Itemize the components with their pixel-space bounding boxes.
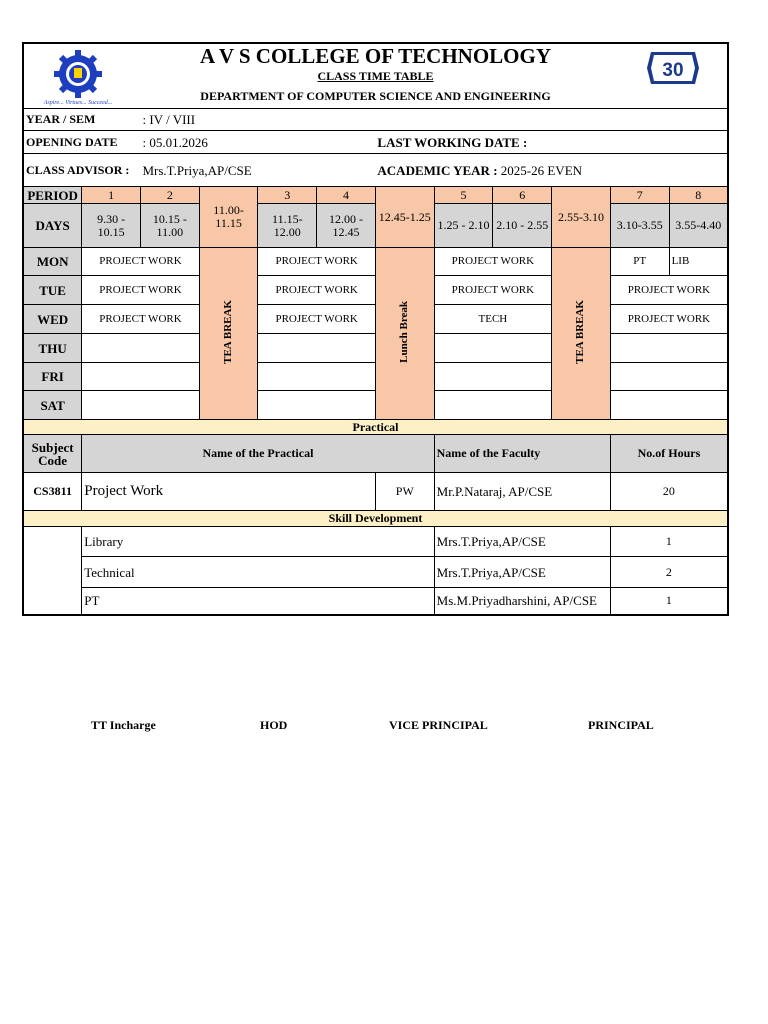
day-label: FRI bbox=[23, 363, 82, 391]
practical-name: Project Work bbox=[82, 473, 376, 511]
tea-break-time: 11.00-11.15 bbox=[199, 187, 258, 248]
day-label: WED bbox=[23, 305, 82, 334]
period-label: PERIOD bbox=[23, 187, 82, 204]
tea-break-label: TEA BREAK bbox=[222, 300, 235, 364]
period-number: 3 bbox=[258, 187, 317, 204]
timetable-cell: LIB bbox=[669, 248, 728, 276]
practical-hours: 20 bbox=[610, 473, 728, 511]
lunch-break-label: Lunch Break bbox=[398, 301, 411, 363]
svg-text:Aspire... Virtues... Succeed..: Aspire... Virtues... Succeed... bbox=[43, 100, 113, 106]
skill-code-cell bbox=[23, 527, 82, 615]
period-number: 2 bbox=[140, 187, 199, 204]
period-time: 11.15-12.00 bbox=[258, 204, 317, 248]
period-number: 4 bbox=[317, 187, 376, 204]
skill-hours: 2 bbox=[610, 557, 728, 588]
timetable-cell bbox=[434, 391, 551, 420]
timetable-cell bbox=[610, 391, 728, 420]
period-number: 1 bbox=[82, 187, 141, 204]
academic-year-label: ACADEMIC YEAR : bbox=[377, 162, 498, 178]
timetable-cell: TECH bbox=[434, 305, 551, 334]
tea-break-label: TEA BREAK bbox=[574, 300, 587, 364]
academic-year-value: 2025-26 EVEN bbox=[500, 162, 583, 178]
practical-abbr: PW bbox=[375, 473, 434, 511]
day-label: SAT bbox=[23, 391, 82, 420]
skill-faculty: Ms.M.Priyadharshini, AP/CSE bbox=[434, 588, 610, 615]
period-time: 2.10 - 2.55 bbox=[493, 204, 552, 248]
tea-break-column bbox=[552, 248, 611, 420]
hod-signature: HOD bbox=[260, 718, 288, 732]
lunch-break-time: 12.45-1.25 bbox=[375, 187, 434, 248]
timetable-subtitle: CLASS TIME TABLE bbox=[317, 69, 434, 83]
timetable-cell: PROJECT WORK bbox=[434, 248, 551, 276]
hours-header: No.of Hours bbox=[610, 435, 728, 473]
period-time: 9.30 - 10.15 bbox=[82, 204, 141, 248]
opening-date-value: : 05.01.2026 bbox=[140, 131, 375, 154]
anniversary-30-badge-icon bbox=[645, 48, 701, 88]
subject-code-header: Subject Code bbox=[23, 435, 82, 473]
timetable-cell bbox=[82, 363, 199, 391]
practical-name-header: Name of the Practical bbox=[82, 435, 434, 473]
college-name: A V S COLLEGE OF TECHNOLOGY bbox=[199, 44, 552, 68]
timetable-cell bbox=[82, 391, 199, 420]
timetable-cell bbox=[610, 334, 728, 363]
timetable-cell: PROJECT WORK bbox=[258, 276, 375, 305]
college-gear-emblem-icon bbox=[38, 50, 118, 106]
period-number: 8 bbox=[669, 187, 728, 204]
timetable-cell: PT bbox=[610, 248, 669, 276]
department-name: DEPARTMENT OF COMPUTER SCIENCE AND ENGINEERING bbox=[200, 89, 551, 103]
faculty-name-header: Name of the Faculty bbox=[434, 435, 610, 473]
tea-break-column bbox=[199, 248, 258, 420]
timetable-cell: PROJECT WORK bbox=[610, 305, 728, 334]
period-time: 12.00 - 12.45 bbox=[317, 204, 376, 248]
timetable-cell: PROJECT WORK bbox=[258, 248, 375, 276]
vice-principal-signature: VICE PRINCIPAL bbox=[389, 718, 488, 732]
timetable-cell: PROJECT WORK bbox=[434, 276, 551, 305]
practical-section-title: Practical bbox=[23, 420, 728, 435]
timetable-cell bbox=[258, 363, 375, 391]
skill-name: Library bbox=[82, 527, 434, 557]
tea-break-time: 2.55-3.10 bbox=[552, 187, 611, 248]
skill-faculty: Mrs.T.Priya,AP/CSE bbox=[434, 557, 610, 588]
academic-year bbox=[375, 154, 728, 187]
timetable-cell: PROJECT WORK bbox=[82, 276, 199, 305]
timetable-sheet bbox=[22, 42, 729, 616]
signature-row bbox=[0, 718, 768, 734]
timetable-grid bbox=[22, 42, 729, 616]
svg-text:30: 30 bbox=[662, 60, 684, 81]
skill-name: PT bbox=[82, 588, 434, 615]
skill-hours: 1 bbox=[610, 527, 728, 557]
college-header bbox=[23, 43, 728, 109]
timetable-cell bbox=[258, 391, 375, 420]
day-label: THU bbox=[23, 334, 82, 363]
period-time: 1.25 - 2.10 bbox=[434, 204, 493, 248]
class-advisor-label: CLASS ADVISOR : bbox=[23, 154, 140, 187]
timetable-cell bbox=[82, 334, 199, 363]
period-number: 5 bbox=[434, 187, 493, 204]
period-time: 3.10-3.55 bbox=[610, 204, 669, 248]
period-time: 10.15 - 11.00 bbox=[140, 204, 199, 248]
tt-incharge-signature: TT Incharge bbox=[91, 718, 156, 732]
timetable-cell bbox=[434, 334, 551, 363]
skill-faculty: Mrs.T.Priya,AP/CSE bbox=[434, 527, 610, 557]
year-sem-label: YEAR / SEM bbox=[23, 109, 140, 131]
principal-signature: PRINCIPAL bbox=[588, 718, 654, 732]
opening-date-label: OPENING DATE bbox=[23, 131, 140, 154]
timetable-cell: PROJECT WORK bbox=[258, 305, 375, 334]
timetable-cell bbox=[258, 334, 375, 363]
skill-hours: 1 bbox=[610, 588, 728, 615]
skill-section-title: Skill Development bbox=[23, 511, 728, 527]
day-label: MON bbox=[23, 248, 82, 276]
last-working-date-label: LAST WORKING DATE : bbox=[375, 131, 728, 154]
year-sem-value: : IV / VIII bbox=[140, 109, 728, 131]
period-time: 3.55-4.40 bbox=[669, 204, 728, 248]
lunch-break-column bbox=[375, 248, 434, 420]
timetable-cell: PROJECT WORK bbox=[610, 276, 728, 305]
days-label: DAYS bbox=[23, 204, 82, 248]
period-number: 7 bbox=[610, 187, 669, 204]
subject-code: CS3811 bbox=[23, 473, 82, 511]
timetable-cell bbox=[610, 363, 728, 391]
timetable-cell: PROJECT WORK bbox=[82, 248, 199, 276]
timetable-cell bbox=[434, 363, 551, 391]
practical-faculty: Mr.P.Nataraj, AP/CSE bbox=[434, 473, 610, 511]
day-label: TUE bbox=[23, 276, 82, 305]
timetable-cell: PROJECT WORK bbox=[82, 305, 199, 334]
skill-name: Technical bbox=[82, 557, 434, 588]
class-advisor-value: Mrs.T.Priya,AP/CSE bbox=[140, 154, 375, 187]
period-number: 6 bbox=[493, 187, 552, 204]
